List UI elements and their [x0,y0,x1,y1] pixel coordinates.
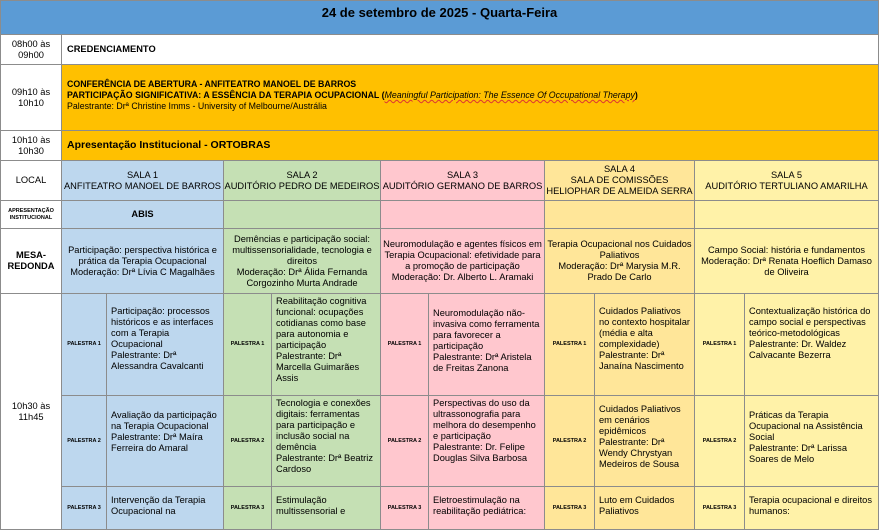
sala-5-palestra-2: Práticas da Terapia Ocupacional na Assistência Social Palestrante: Drª Larissa Soares de Melo [745,396,879,487]
sala-3-palestra-2: Perspectivas do uso da ultrassonografia para melhora do desempenho e participação Palestrante: Dr. Felipe Douglas Silva Barbosa [429,396,545,487]
apresentacao-label: APRESENTAÇÃO INSTITUCIONAL [0,201,62,229]
sala-5-palestra-2-label: PALESTRA 2 [695,396,745,487]
credenciamento-row: CREDENCIAMENTO [62,35,879,65]
sala-4-palestra-2-label: PALESTRA 2 [545,396,595,487]
time-palestras: 10h30 às 11h45 [0,294,62,530]
sala-1-palestra-3-label: PALESTRA 3 [62,487,107,530]
sala-3-palestra-3-label: PALESTRA 3 [381,487,429,530]
abertura-subtitle: PARTICIPAÇÃO SIGNIFICATIVA: A ESSÊNCIA DA TERAPIA OCUPACIONAL (Meaningful Participation: The Essence Of Occupational Therapy) [67,90,638,100]
sala-2-mesa: Demências e participação social: multissensorialidade, tecnologia e direitos Moderação: Drª Álida Fernanda Corgozinho Murta Andrade [224,229,381,294]
sala-2-palestra-1: Reabilitação cognitiva funcional: ocupações cotidianas como base para autonomia e participação Palestrante: Drª Marcella Guimarães Assis [272,294,381,396]
time-abertura: 09h10 às 10h10 [0,65,62,131]
date-header [0,0,879,35]
sala-5-header: SALA 5 AUDITÓRIO TERTULIANO AMARILHA [695,161,879,201]
sala-1-mesa: Participação: perspectiva histórica e prática da Terapia Ocupacional Moderação: Drª Lívia C Magalhães [62,229,224,294]
sala-2-palestra-2-label: PALESTRA 2 [224,396,272,487]
sala-4-institutional [545,201,695,229]
sala-3-institutional [381,201,545,229]
sala-3-palestra-3: Eletroestimulação na reabilitação pediátrica: [429,487,545,530]
sala-1-palestra-2: Avaliação da participação na Terapia Ocupacional Palestrante: Drª Maíra Ferreira do Amaral [107,396,224,487]
sala-4-mesa: Terapia Ocupacional nos Cuidados Paliativos Moderação: Drª Marysia M.R. Prado De Carlo [545,229,695,294]
sala-4-palestra-1: Cuidados Paliativos no contexto hospitalar (média e alta complexidade) Palestrante: Drª Janaína Nascimento [595,294,695,396]
sala-5-institutional [695,201,879,229]
sala-2-palestra-1-label: PALESTRA 1 [224,294,272,396]
sala-2-palestra-3: Estimulação multissensorial e [272,487,381,530]
sala-3-palestra-1: Neuromodulação não-invasiva como ferramenta para favorecer a participação Palestrante: Drª Aristela de Freitas Zanona [429,294,545,396]
date-title: 24 de setembro de 2025 - Quarta-Feira [321,5,558,20]
sala-1-palestra-1-label: PALESTRA 1 [62,294,107,396]
sala-3-palestra-1-label: PALESTRA 1 [381,294,429,396]
sala-1-palestra-1: Participação: processos históricos e as interfaces com a Terapia Ocupacional Palestrante: Drª Alessandra Cavalcanti [107,294,224,396]
sala-4-palestra-3-label: PALESTRA 3 [545,487,595,530]
abertura-speaker: Palestrante: Drª Christine Imms - University of Melbourne/Austrália [67,101,327,111]
local-label: LOCAL [0,161,62,201]
sala-3-header: SALA 3 AUDITÓRIO GERMANO DE BARROS [381,161,545,201]
sala-4-palestra-1-label: PALESTRA 1 [545,294,595,396]
institucional-row: Apresentação Institucional - ORTOBRAS [62,131,879,161]
abertura-title: CONFERÊNCIA DE ABERTURA - ANFITEATRO MANOEL DE BARROS [67,79,357,89]
sala-1-institutional: ABIS [62,201,224,229]
sala-1-palestra-2-label: PALESTRA 2 [62,396,107,487]
sala-1-palestra-3: Intervenção da Terapia Ocupacional na [107,487,224,530]
sala-5-palestra-1-label: PALESTRA 1 [695,294,745,396]
sala-5-palestra-3: Terapia ocupacional e direitos humanos: [745,487,879,530]
sala-5-palestra-3-label: PALESTRA 3 [695,487,745,530]
mesa-label: MESA-REDONDA [0,229,62,294]
sala-2-palestra-2: Tecnologia e conexões digitais: ferramentas para participação e inclusão social na demência Palestrante: Drª Beatriz Cardoso [272,396,381,487]
sala-5-mesa: Campo Social: história e fundamentos Moderação: Drª Renata Hoeflich Damaso de Oliveira [695,229,879,294]
sala-4-palestra-2: Cuidados Paliativos em cenários epidêmicos Palestrante: Drª Wendy Chrystyan Medeiros de Sousa [595,396,695,487]
sala-2-institutional [224,201,381,229]
sala-2-palestra-3-label: PALESTRA 3 [224,487,272,530]
sala-3-mesa: Neuromodulação e agentes físicos em Terapia Ocupacional: efetividade para a promoção de participação Moderação: Dr. Alberto L. Aramaki [381,229,545,294]
time-credenciamento: 08h00 às 09h00 [0,35,62,65]
sala-4-palestra-3: Luto em Cuidados Paliativos [595,487,695,530]
abertura-row [62,65,879,131]
sala-4-header: SALA 4 SALA DE COMISSÕES HELIOPHAR DE ALMEIDA SERRA [545,161,695,201]
sala-3-palestra-2-label: PALESTRA 2 [381,396,429,487]
sala-2-header: SALA 2 AUDITÓRIO PEDRO DE MEDEIROS [224,161,381,201]
sala-1-header: SALA 1 ANFITEATRO MANOEL DE BARROS [62,161,224,201]
time-institucional: 10h10 às 10h30 [0,131,62,161]
sala-5-palestra-1: Contextualização histórica do campo social e perspectivas teórico-metodológicas Palestrante: Dr. Waldez Calvacante Bezerra [745,294,879,396]
